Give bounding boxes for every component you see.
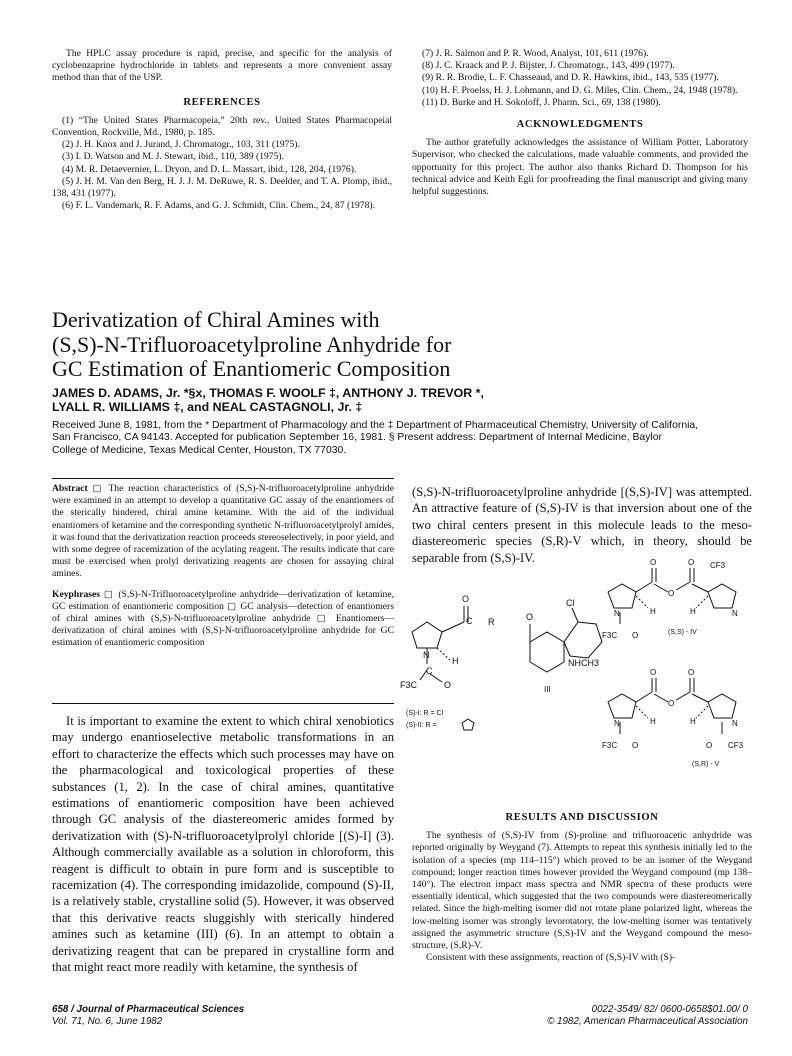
top-left-column <box>52 48 392 212</box>
received-line: College of Medicine, Texas Medical Center, Houston, TX 77030. <box>52 444 347 456</box>
acknowledgments-text: The author gratefully acknowledges the assistance of William Potter, Laboratory Supervisor, who checked the calculations, made valuable comments, and provided the opportunity for this project. The author also thanks Richard D. Thompson for his technical advice and Keith Egli for proofreading the final manuscript and giving many helpful suggestions. <box>412 137 748 198</box>
hydrogen-label: H <box>690 607 696 616</box>
nitrogen-label: N <box>732 609 738 618</box>
reference-item: (7) J. R. Salmon and P. R. Wood, Analyst, 101, 611 (1976). <box>422 48 649 59</box>
reference-item: (5) J. H. M. Van den Berg, H. J. J. M. DeRuwe, R. S. Deelder, and T. A. Plomp, ibid., 138, 431 (1977). <box>52 175 392 200</box>
results-paragraph: Consistent with these assignments, reaction of (S,S)-IV with (S)- <box>426 952 676 964</box>
nhch3-label: NHCH3 <box>568 658 600 668</box>
f3c-label: F3C <box>602 741 618 750</box>
journal-line: 658 / Journal of Pharmaceutical Sciences <box>52 1004 245 1015</box>
reference-item: (3) I. D. Watson and M. J. Stewart, ibid., 110, 389 (1975). <box>62 151 284 163</box>
oxygen-label: O <box>526 612 534 622</box>
references-heading: REFERENCES <box>183 96 261 108</box>
keyphrases-text: (S,S)-N-Trifluoroacetylproline anhydride—derivatization of ketamine, GC estimation of enantiomeric composition ▢ GC analysis—detection of enantiomers of chiral amines with (S,S)-N-trifluoroacetylproline anhydride ▢ Enantiomers—derivatization of chiral amines with (S,S)-N-trifluoroacetylproline anhydride for GC estimation of enantiomeric composition <box>52 588 394 649</box>
copyright-line: © 1982, American Pharmaceutical Association <box>547 1015 748 1027</box>
oxygen-label: O <box>632 631 639 640</box>
acknowledgments-heading: ACKNOWLEDGMENTS <box>516 119 644 131</box>
footer-right <box>452 1004 748 1028</box>
structure-iv-labels <box>602 558 738 640</box>
top-right-column <box>412 48 748 198</box>
r-group-label: R <box>488 617 495 627</box>
chemical-structures <box>392 552 762 804</box>
label-s-r-v: (S,R) - V <box>692 761 720 768</box>
cf3-label: CF3 <box>728 741 744 750</box>
label-s-i: (S)-I: R = Cl <box>406 710 444 717</box>
oxygen-label: O <box>444 680 452 690</box>
structure-i-ii <box>412 606 468 682</box>
reference-item: (11) D. Burke and H. Sokoloff, J. Pharm. Sci., 69, 138 (1980). <box>422 96 661 108</box>
oxygen-label: O <box>650 558 657 567</box>
results-paragraph: The synthesis of (S,S)-IV from (S)-proline and trifluoroacetic anhydride was reported originally by Weygand (7). Attempts to repeat this synthesis initially led to the isolation of a species (mp 114–115°) which proved to be an isomer of the Weygand compound; longer reaction times however provided the Weygand compound (mp 138–140°). The electron impact mass spectra and NMR spectra of these products were essentially identical, which suggested that the two compounds were diastereomerically related. Since the high-melting isomer did not rotate plane polarized light, whereas the low-melting isomer was strongly levorotatory, the low-melting isomer was tentatively assigned the asymmetric structure (S,S)-IV and the Weygand compound the meso-structure, (S,R)-V. <box>412 830 752 952</box>
title-line: Derivatization of Chiral Amines with <box>52 307 380 332</box>
body-paragraph: It is important to examine the extent to which chiral xenobiotics may undergo enantioselective metabolic transformations in an effort to characterize the effects which such processes may have on the pharmacological and toxicological properties of these substances (1, 2). In the case of chiral amines, quantitative estimations of enantiomeric composition have been achieved through GC analysis of the diastereomeric amides formed by derivatization with (S)-N-trifluoroacetylprolyl chloride [(S)-I] (3). Although commercially available as a solution in chloroform, this reagent is difficult to obtain in pure form and is susceptible to racemization (4). The corresponding imidazolide, compound (S)-II, is a relatively stable, crystalline solid (5). However, it was observed that this derivative reacts sluggishly with sterically hindered amines such as ketamine (III) (6). In an attempt to obtain a derivatizing reagent that can be prepared in crystalline form and that might react more readily with ketamine, the synthesis of <box>52 714 394 975</box>
cf3-label: CF3 <box>710 561 726 570</box>
f3c-label: F3C <box>602 631 618 640</box>
structure-i-labels <box>400 594 495 729</box>
title-line: GC Estimation of Enantiomeric Composition <box>52 356 451 381</box>
label-s-ii: (S)-II: R = <box>406 722 437 729</box>
reference-item: (4) M. R. Detaevernier, L. Dryon, and D. L. Massart, ibid., 128, 204, (1976). <box>62 163 357 175</box>
oxygen-label: O <box>688 558 695 567</box>
authors-line: LYALL R. WILLIAMS ‡, and NEAL CASTAGNOLI, Jr. ‡ <box>52 400 363 414</box>
abstract-box <box>52 483 394 650</box>
volume-line: Vol. 71, No. 6, June 1982 <box>52 1015 163 1027</box>
article-title <box>52 308 752 382</box>
hydrogen-label: H <box>452 656 459 666</box>
oxygen-label: O <box>632 741 639 750</box>
imidazole-icon <box>462 719 474 730</box>
reference-item: (1) “The United States Pharmacopeia,” 20th rev., United States Pharmacopeial Convention, Rockville, Md., 1980, p. 185. <box>52 114 392 139</box>
body-paragraph: (S,S)-N-trifluoroacetylproline anhydride [(S,S)-IV] was attempted. An attractive feature of (S,S)-IV is that inversion about one of the two chiral centers present in this molecule leads to the meso-diastereomeric species (S,R)-V which, in theory, should be separable from (S,S)-IV. <box>412 485 752 565</box>
chlorine-label: Cl <box>566 598 575 608</box>
issn-line: 0022-3549/ 82/ 0600-0658$01.00/ 0 <box>591 1004 748 1015</box>
label-s-s-iv: (S,S) - IV <box>668 629 697 636</box>
reference-item: (9) R. R. Brodie, L. F. Chasseaud, and D. R. Hawkins, ibid., 143, 535 (1977). <box>422 72 719 84</box>
nitrogen-label: N <box>614 719 620 728</box>
reference-item: (8) J. C. Kraack and P. J. Bijster, J. Chromatogr., 143, 499 (1977). <box>422 60 675 72</box>
oxygen-label: O <box>706 741 713 750</box>
results-heading: RESULTS AND DISCUSSION <box>505 812 659 823</box>
structure-iii-labels <box>526 598 599 694</box>
author-list <box>52 386 752 414</box>
oxygen-label: O <box>650 668 657 677</box>
carbon-label: C <box>466 616 473 626</box>
reference-item: (6) F. L. Vandemark, R. F. Adams, and G. J. Schmidt, Clin. Chem., 24, 87 (1978). <box>62 200 375 212</box>
keyphrases-label: Keyphrases <box>52 588 100 600</box>
conclusion-paragraph: The HPLC assay procedure is rapid, precise, and specific for the analysis of cyclobenzaprine hydrochloride in tablets and represents a more convenient assay method than that of the USP. <box>52 48 392 84</box>
abstract-text: The reaction characteristics of (S,S)-N-trifluoroacetylproline anhydride were examined in an attempt to develop a quantitative GC assay of the enantiomers of the sterically hindered, chiral amine ketamine. With the aid of the individual enantiomers of ketamine and the corresponding synthetic N-trifluoroacetylprolyl amides, it was found that the derivatization reaction proceeds stereoselectively, in poor yield, and with some degree of racemization of the acylating reagent. The results indicate that care must be exercised when prolyl derivatizing reagents are chosen for assaying chiral amines. <box>52 483 394 580</box>
abstract-paragraph <box>52 483 394 581</box>
reference-item: (2) J. H. Knox and J. Jurand, J. Chromatogr., 103, 311 (1975). <box>62 139 300 151</box>
received-line: Received June 8, 1981, from the * Department of Pharmacology and the ‡ Department of Pharmaceutical Chemistry, University of California, <box>52 420 699 431</box>
results-section <box>412 812 752 964</box>
reference-item: (10) H. F. Proelss, H. J. Lohmann, and D. G. Miles, Clin. Chem., 24, 1948 (1978). <box>422 84 738 96</box>
keyphrases-paragraph <box>52 589 394 650</box>
footer-left <box>52 1004 372 1028</box>
abstract-bottom-rule <box>52 703 394 704</box>
body-left-column <box>52 713 394 976</box>
oxygen-label: O <box>462 594 470 604</box>
box-icon: ▢ <box>103 588 115 600</box>
f3c-label: F3C <box>400 680 418 690</box>
nitrogen-label: N <box>614 609 620 618</box>
oxygen-label: O <box>688 668 695 677</box>
nitrogen-label: N <box>423 650 430 660</box>
nitrogen-label: N <box>732 719 738 728</box>
received-info <box>52 420 752 457</box>
received-line: San Francisco, CA 94143. Accepted for publication September 16, 1981. § Present address: Department of Internal Medicine, Baylor <box>52 432 662 444</box>
title-line: (S,S)-N-Trifluoroacetylproline Anhydride for <box>52 331 452 357</box>
compound-iii-label: III <box>544 685 551 694</box>
abstract-label: Abstract <box>52 483 88 494</box>
carbon-label: C <box>426 666 433 676</box>
hydrogen-label: H <box>690 717 696 726</box>
authors-line: JAMES D. ADAMS, Jr. *§x, THOMAS F. WOOLF ‡, ANTHONY J. TREVOR *, <box>52 386 484 400</box>
abstract-top-rule <box>52 478 394 479</box>
oxygen-label: O <box>668 699 675 708</box>
hydrogen-label: H <box>650 717 656 726</box>
hydrogen-label: H <box>650 607 656 616</box>
oxygen-label: O <box>668 589 675 598</box>
box-icon: ▢ <box>92 483 104 494</box>
